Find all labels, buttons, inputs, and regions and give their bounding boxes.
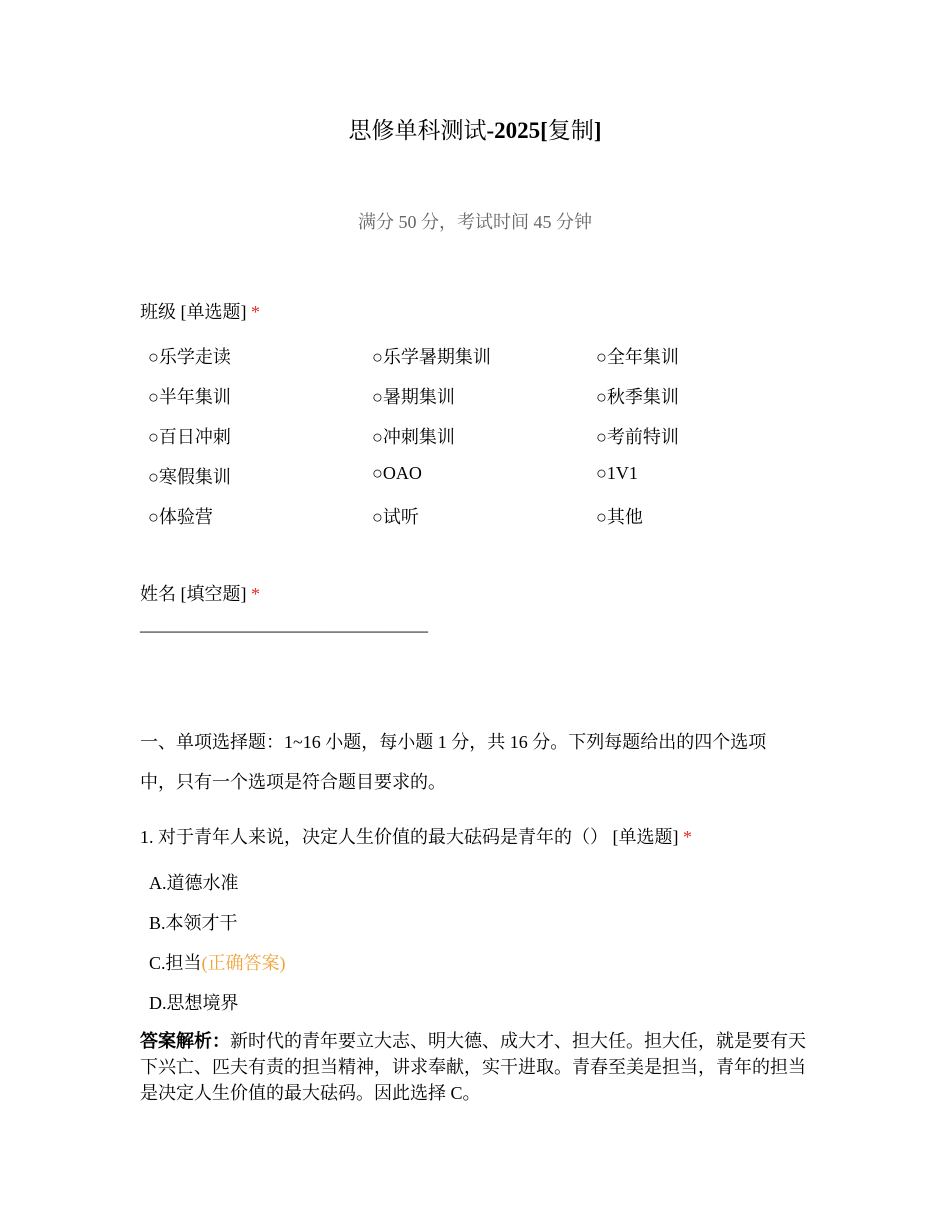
option-row [148, 423, 848, 463]
title-year: -2025[ [486, 118, 548, 143]
class-option[interactable]: ○乐学走读 [148, 347, 231, 367]
class-option[interactable]: ○乐学暑期集训 [372, 347, 491, 367]
class-option[interactable]: ○体验营 [148, 507, 213, 527]
option-row [148, 383, 848, 423]
class-question-label [140, 298, 260, 324]
analysis-text: 新时代的青年要立大志、明大德、成大才、担大任。担大任，就是要有天下兴亡、匹夫有责的担当精神，讲求奉献，实干进取。青春至美是担当，青年的担当是决定人生价值的最大砝码。因此选择 C。 [140, 1031, 806, 1103]
required-mark: * [251, 584, 260, 604]
title-text: 思修单科测试 [348, 118, 487, 143]
title-copy: 复制 [547, 118, 594, 143]
class-option[interactable]: ○寒假集训 [148, 467, 231, 487]
page-title [0, 112, 950, 145]
required-mark: * [683, 827, 692, 847]
choice-b[interactable]: B.本领才干 [149, 913, 238, 933]
option-row [148, 343, 848, 383]
class-option[interactable]: ○考前特训 [596, 427, 679, 447]
class-option[interactable]: ○秋季集训 [596, 387, 679, 407]
class-option[interactable]: ○冲刺集训 [372, 427, 455, 447]
option-row [148, 463, 848, 503]
class-option[interactable]: ○其他 [596, 507, 643, 527]
choice-c[interactable] [149, 949, 286, 989]
class-option[interactable]: ○全年集训 [596, 347, 679, 367]
class-option[interactable]: ○1V1 [596, 463, 638, 483]
class-option[interactable]: ○百日冲刺 [148, 427, 231, 447]
class-option[interactable]: ○暑期集训 [372, 387, 455, 407]
required-mark: * [251, 302, 260, 322]
class-option[interactable]: ○试听 [372, 507, 419, 527]
question-1-stem [140, 823, 692, 849]
question-1-choices [149, 869, 286, 1029]
correct-answer-note: (正确答案) [201, 953, 286, 973]
name-input[interactable]: ________________________________ [140, 614, 428, 634]
section-heading: 一、单项选择题：1~16 小题，每小题 1 分，共 16 分。下列每题给出的四个选项中，只有一个选项是符合题目要求的。 [140, 732, 767, 792]
question-1-text: 1. 对于青年人来说，决定人生价值的最大砝码是青年的（） [单选题] [140, 827, 683, 847]
option-row [148, 503, 848, 543]
analysis-label: 答案解析： [140, 1031, 230, 1051]
class-option[interactable]: ○OAO [372, 463, 422, 483]
class-question-text: 班级 [单选题] [140, 302, 251, 322]
name-question-label [140, 580, 260, 606]
choice-c-label: C.担当 [149, 953, 202, 973]
choice-d[interactable]: D.思想境界 [149, 993, 239, 1013]
exam-info: 满分 50 分，考试时间 45 分钟 [358, 212, 592, 232]
answer-analysis [140, 1028, 820, 1106]
choice-a[interactable]: A.道德水准 [149, 873, 239, 893]
class-options [148, 343, 848, 543]
class-option[interactable]: ○半年集训 [148, 387, 231, 407]
name-question-text: 姓名 [填空题] [140, 584, 251, 604]
title-bracket: ] [593, 118, 602, 143]
